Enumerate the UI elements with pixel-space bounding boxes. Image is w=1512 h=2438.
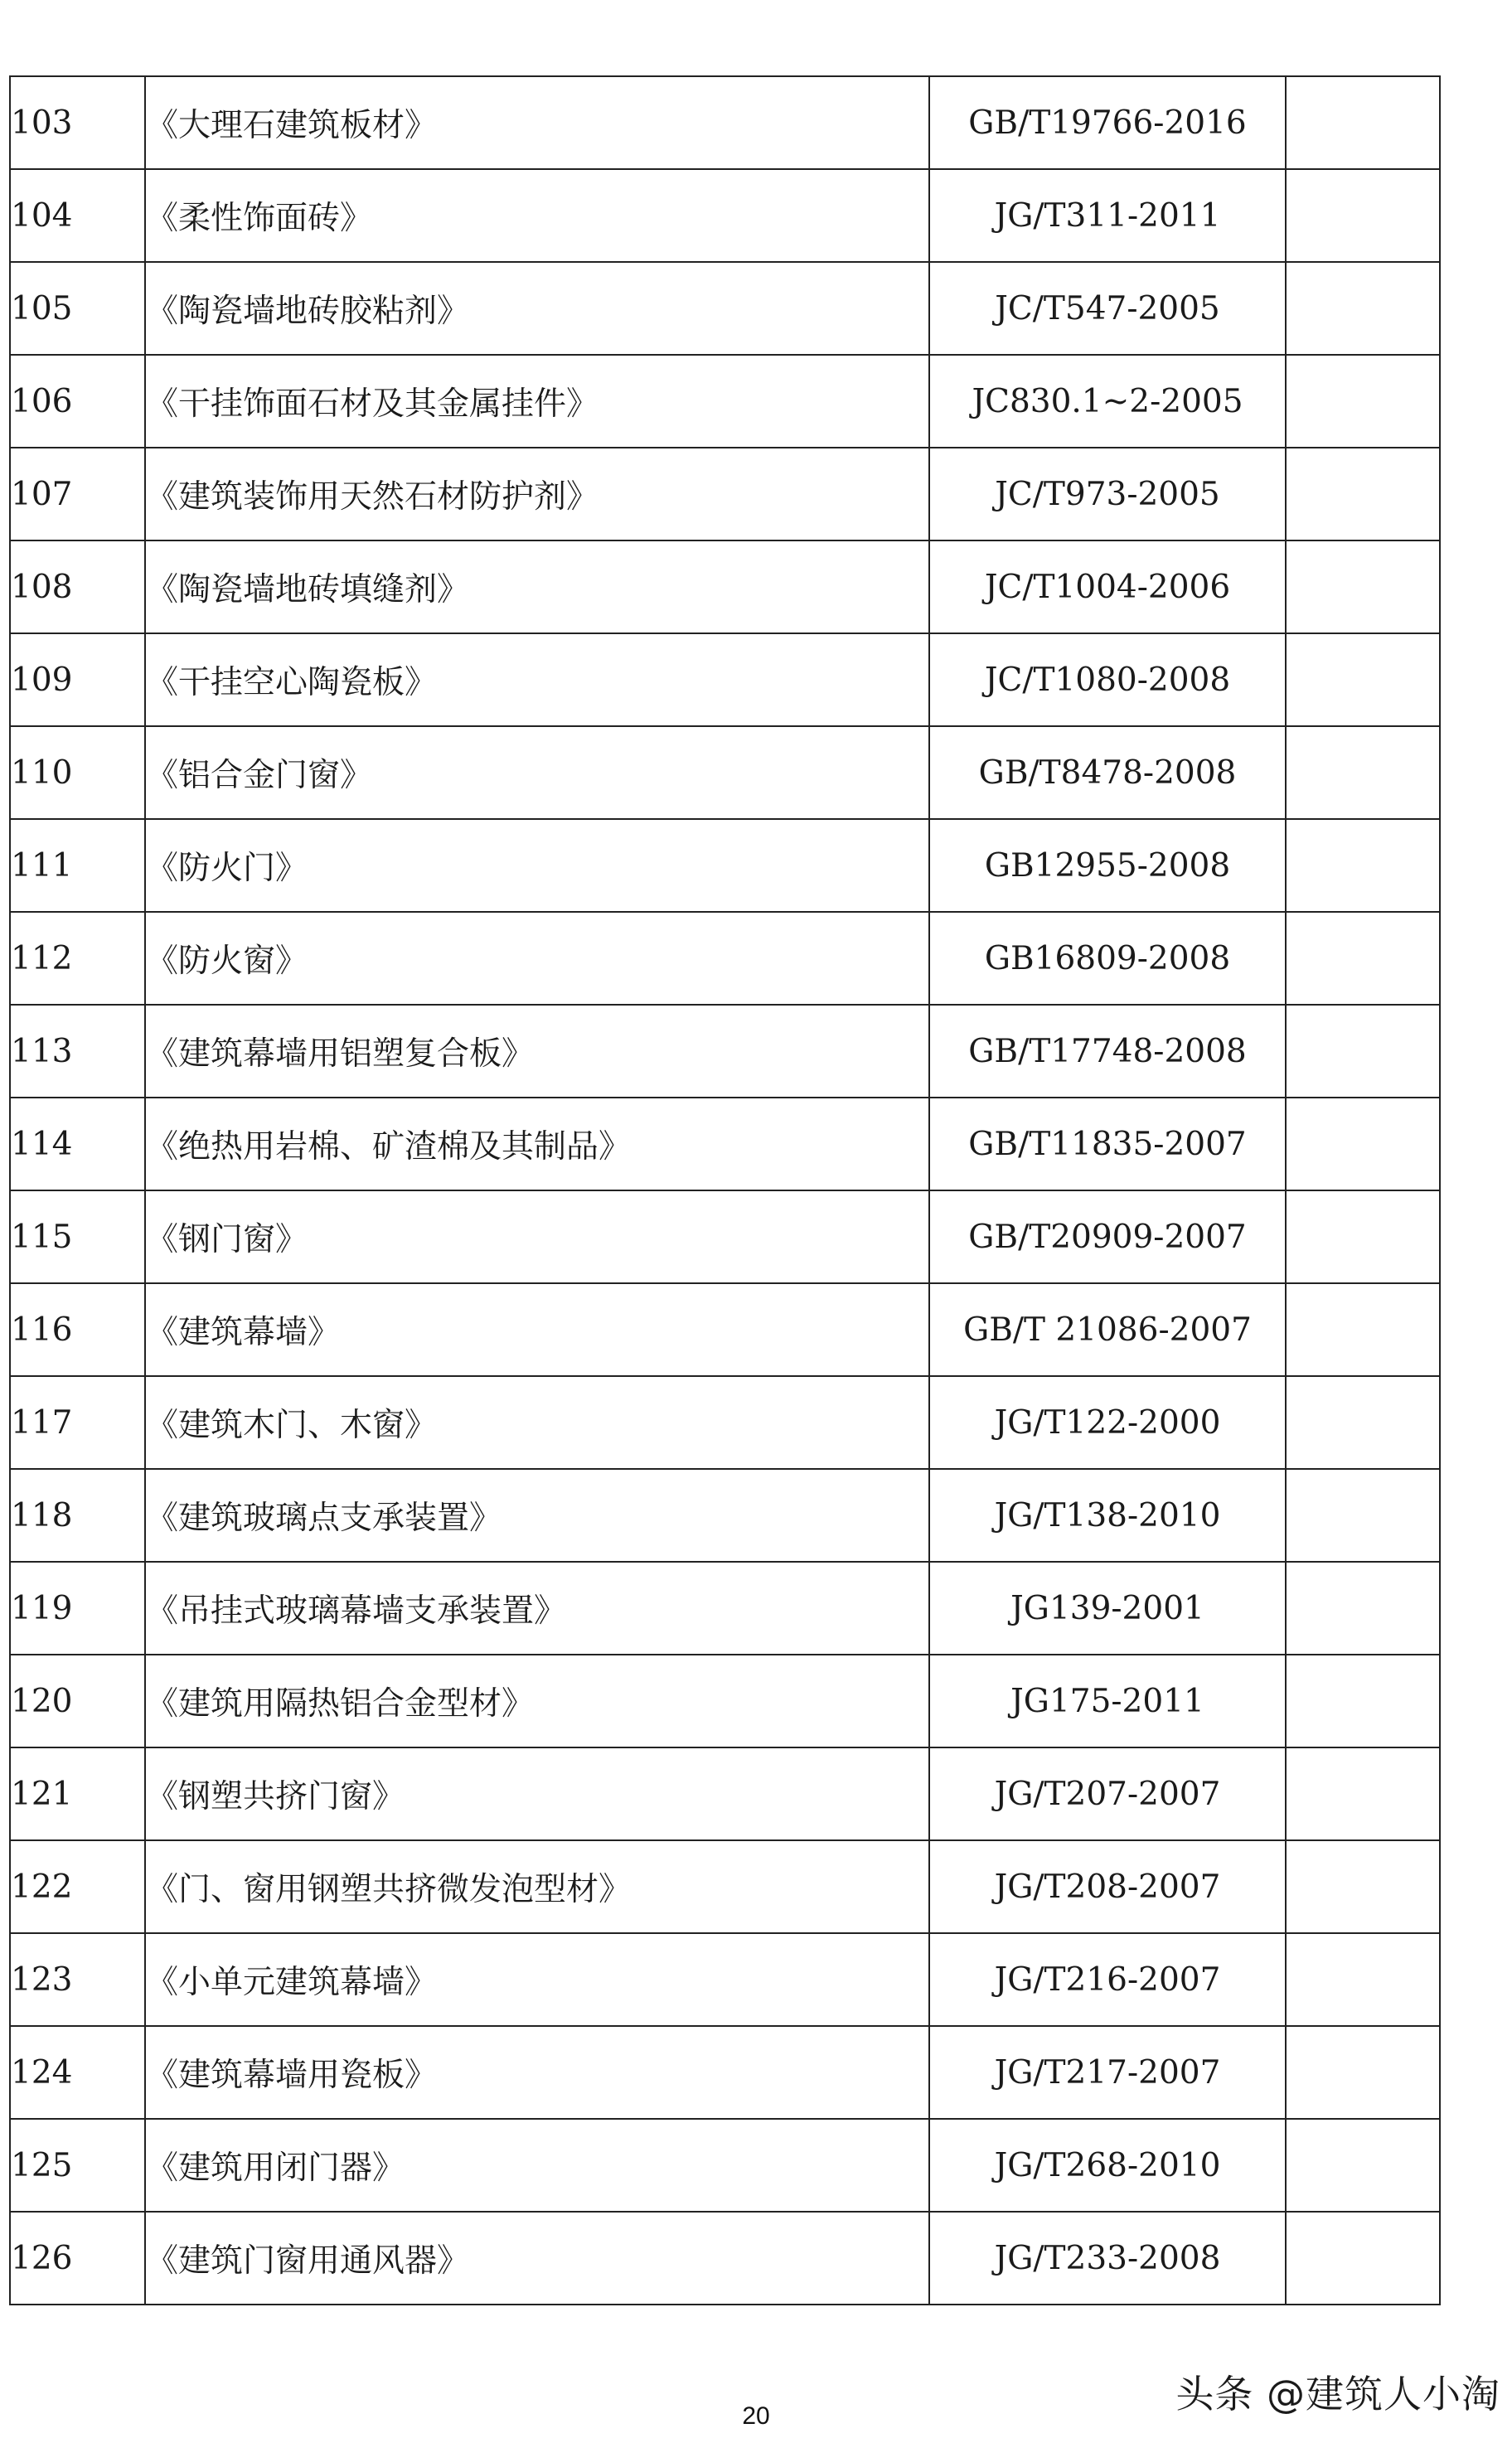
table-row (10, 1005, 1440, 1098)
standard-name-cell: 《铝合金门窗》 (145, 726, 929, 819)
standard-name-cell: 《建筑门窗用通风器》 (145, 2212, 929, 2305)
table-row (10, 819, 1440, 912)
table-row (10, 912, 1440, 1005)
standard-code-cell: JC830.1~2-2005 (929, 355, 1286, 448)
remarks-cell (1286, 540, 1440, 633)
remarks-cell (1286, 1933, 1440, 2026)
table-row (10, 1747, 1440, 1840)
standard-code-cell: GB/T17748-2008 (929, 1005, 1286, 1098)
standard-code-cell: GB16809-2008 (929, 912, 1286, 1005)
row-number-cell: 120 (10, 1655, 145, 1747)
table-row (10, 2026, 1440, 2119)
row-number-cell: 124 (10, 2026, 145, 2119)
row-number-cell: 125 (10, 2119, 145, 2212)
table-row (10, 633, 1440, 726)
table-row (10, 1933, 1440, 2026)
page-number: 20 (742, 2402, 770, 2430)
standard-name-cell: 《柔性饰面砖》 (145, 169, 929, 262)
row-number-cell: 111 (10, 819, 145, 912)
row-number-cell: 106 (10, 355, 145, 448)
row-number-cell: 119 (10, 1562, 145, 1655)
standard-code-cell: JG/T268-2010 (929, 2119, 1286, 2212)
table-row (10, 1098, 1440, 1190)
standard-code-cell: JG/T311-2011 (929, 169, 1286, 262)
table-row (10, 1469, 1440, 1562)
row-number-cell: 116 (10, 1283, 145, 1376)
remarks-cell (1286, 633, 1440, 726)
standard-code-cell: JG/T207-2007 (929, 1747, 1286, 1840)
standard-code-cell: JC/T547-2005 (929, 262, 1286, 355)
table-row (10, 1840, 1440, 1933)
table-row (10, 1562, 1440, 1655)
table-row (10, 1190, 1440, 1283)
standard-code-cell: JG139-2001 (929, 1562, 1286, 1655)
standard-code-cell: JC/T1080-2008 (929, 633, 1286, 726)
table-row (10, 1655, 1440, 1747)
standard-code-cell: JG/T208-2007 (929, 1840, 1286, 1933)
remarks-cell (1286, 1376, 1440, 1469)
standard-name-cell: 《防火门》 (145, 819, 929, 912)
standard-code-cell: GB12955-2008 (929, 819, 1286, 912)
table-row (10, 169, 1440, 262)
row-number-cell: 108 (10, 540, 145, 633)
remarks-cell (1286, 1840, 1440, 1933)
standard-code-cell: JC/T973-2005 (929, 448, 1286, 540)
row-number-cell: 109 (10, 633, 145, 726)
row-number-cell: 121 (10, 1747, 145, 1840)
standard-code-cell: GB/T 21086-2007 (929, 1283, 1286, 1376)
standard-code-cell: GB/T11835-2007 (929, 1098, 1286, 1190)
remarks-cell (1286, 1098, 1440, 1190)
remarks-cell (1286, 912, 1440, 1005)
standard-name-cell: 《陶瓷墙地砖填缝剂》 (145, 540, 929, 633)
remarks-cell (1286, 262, 1440, 355)
table-row (10, 2212, 1440, 2305)
row-number-cell: 117 (10, 1376, 145, 1469)
standard-name-cell: 《干挂空心陶瓷板》 (145, 633, 929, 726)
row-number-cell: 107 (10, 448, 145, 540)
table-row (10, 1283, 1440, 1376)
table-row (10, 262, 1440, 355)
remarks-cell (1286, 355, 1440, 448)
remarks-cell (1286, 1190, 1440, 1283)
remarks-cell (1286, 1747, 1440, 1840)
remarks-cell (1286, 2026, 1440, 2119)
row-number-cell: 118 (10, 1469, 145, 1562)
standard-name-cell: 《建筑装饰用天然石材防护剂》 (145, 448, 929, 540)
row-number-cell: 123 (10, 1933, 145, 2026)
standard-code-cell: GB/T8478-2008 (929, 726, 1286, 819)
row-number-cell: 103 (10, 76, 145, 169)
standard-name-cell: 《钢塑共挤门窗》 (145, 1747, 929, 1840)
standard-name-cell: 《绝热用岩棉、矿渣棉及其制品》 (145, 1098, 929, 1190)
row-number-cell: 113 (10, 1005, 145, 1098)
row-number-cell: 110 (10, 726, 145, 819)
standard-code-cell: JG/T216-2007 (929, 1933, 1286, 2026)
standard-code-cell: JG/T138-2010 (929, 1469, 1286, 1562)
standard-code-cell: JG/T217-2007 (929, 2026, 1286, 2119)
table-row (10, 2119, 1440, 2212)
table-row (10, 1376, 1440, 1469)
row-number-cell: 115 (10, 1190, 145, 1283)
remarks-cell (1286, 2119, 1440, 2212)
standard-name-cell: 《建筑木门、木窗》 (145, 1376, 929, 1469)
row-number-cell: 105 (10, 262, 145, 355)
remarks-cell (1286, 169, 1440, 262)
standard-name-cell: 《建筑幕墙》 (145, 1283, 929, 1376)
standard-name-cell: 《小单元建筑幕墙》 (145, 1933, 929, 2026)
standards-table-body (10, 76, 1440, 2305)
remarks-cell (1286, 448, 1440, 540)
standard-name-cell: 《建筑用隔热铝合金型材》 (145, 1655, 929, 1747)
standard-code-cell: GB/T20909-2007 (929, 1190, 1286, 1283)
standards-table (9, 75, 1441, 2305)
table-row (10, 726, 1440, 819)
remarks-cell (1286, 1562, 1440, 1655)
standard-name-cell: 《大理石建筑板材》 (145, 76, 929, 169)
table-row (10, 540, 1440, 633)
table-row (10, 76, 1440, 169)
row-number-cell: 122 (10, 1840, 145, 1933)
remarks-cell (1286, 1655, 1440, 1747)
remarks-cell (1286, 1005, 1440, 1098)
standard-name-cell: 《建筑玻璃点支承装置》 (145, 1469, 929, 1562)
row-number-cell: 112 (10, 912, 145, 1005)
standard-code-cell: JC/T1004-2006 (929, 540, 1286, 633)
row-number-cell: 104 (10, 169, 145, 262)
table-row (10, 448, 1440, 540)
remarks-cell (1286, 726, 1440, 819)
remarks-cell (1286, 76, 1440, 169)
standard-name-cell: 《建筑用闭门器》 (145, 2119, 929, 2212)
standard-name-cell: 《钢门窗》 (145, 1190, 929, 1283)
row-number-cell: 126 (10, 2212, 145, 2305)
watermark-text: 头条 @建筑人小淘 (1175, 2372, 1500, 2416)
standard-code-cell: JG175-2011 (929, 1655, 1286, 1747)
standard-name-cell: 《防火窗》 (145, 912, 929, 1005)
remarks-cell (1286, 1469, 1440, 1562)
standard-name-cell: 《门、窗用钢塑共挤微发泡型材》 (145, 1840, 929, 1933)
standard-name-cell: 《建筑幕墙用铝塑复合板》 (145, 1005, 929, 1098)
standard-name-cell: 《干挂饰面石材及其金属挂件》 (145, 355, 929, 448)
remarks-cell (1286, 2212, 1440, 2305)
remarks-cell (1286, 1283, 1440, 1376)
standard-name-cell: 《陶瓷墙地砖胶粘剂》 (145, 262, 929, 355)
row-number-cell: 114 (10, 1098, 145, 1190)
standard-code-cell: JG/T122-2000 (929, 1376, 1286, 1469)
standard-code-cell: GB/T19766-2016 (929, 76, 1286, 169)
remarks-cell (1286, 819, 1440, 912)
standard-name-cell: 《吊挂式玻璃幕墙支承装置》 (145, 1562, 929, 1655)
table-row (10, 355, 1440, 448)
standard-code-cell: JG/T233-2008 (929, 2212, 1286, 2305)
standard-name-cell: 《建筑幕墙用瓷板》 (145, 2026, 929, 2119)
